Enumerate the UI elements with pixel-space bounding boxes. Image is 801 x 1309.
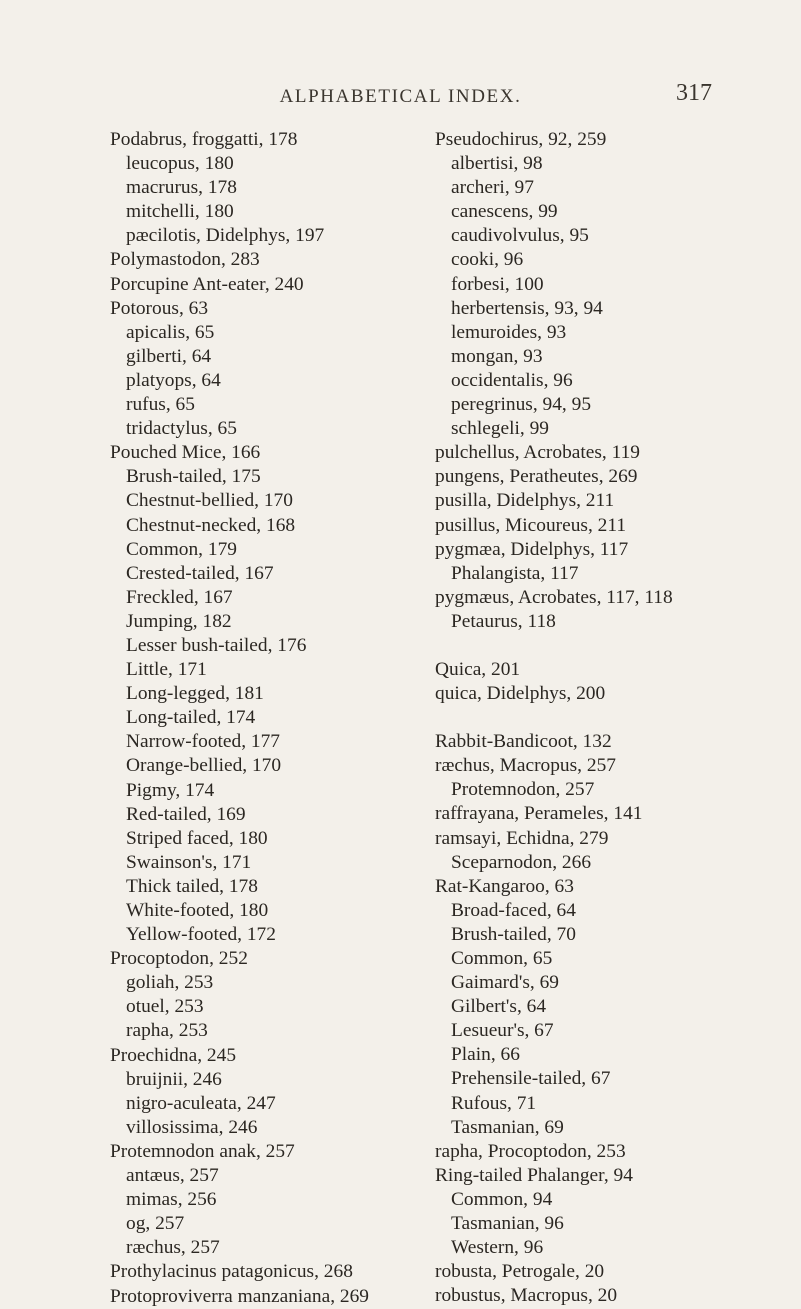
index-subentry: goliah, 253 <box>126 972 214 994</box>
index-entry: Ring-tailed Phalanger, 94 <box>435 1164 633 1186</box>
index-subentry: Lesser bush-tailed, 176 <box>126 634 307 656</box>
index-subentry: forbesi, 100 <box>451 273 544 295</box>
index-subentry: Narrow-footed, 177 <box>126 731 280 753</box>
index-subentry: Pigmy, 174 <box>126 779 215 801</box>
index-entry: robusta, Petrogale, 20 <box>435 1261 605 1283</box>
index-entry: rapha, Procoptodon, 253 <box>435 1140 626 1162</box>
index-subentry: mongan, 93 <box>451 345 543 367</box>
index-entry: Rabbit-Bandicoot, 132 <box>435 731 612 753</box>
index-subentry: lemuroides, 93 <box>451 321 567 343</box>
index-entry: Potorous, 63 <box>110 297 209 319</box>
index-entry: quica, Didelphys, 200 <box>435 683 606 705</box>
index-subentry: ræchus, 257 <box>126 1237 220 1259</box>
index-subentry: villosissima, 246 <box>126 1116 258 1138</box>
index-subentry: rufus, 65 <box>126 394 195 416</box>
index-subentry: rapha, 253 <box>126 1020 208 1042</box>
index-subentry: nigro-aculeata, 247 <box>126 1092 276 1114</box>
index-subentry: gilberti, 64 <box>126 345 212 367</box>
index-subentry: Chestnut-necked, 168 <box>126 514 296 536</box>
index-subentry: Brush-tailed, 70 <box>451 923 576 945</box>
index-entry: Protemnodon anak, 257 <box>110 1140 295 1162</box>
index-subentry: Chestnut-bellied, 170 <box>126 490 293 512</box>
index-subentry: Sceparnodon, 266 <box>451 851 592 873</box>
index-subentry: Tasmanian, 69 <box>451 1116 564 1138</box>
index-subentry: Gaimard's, 69 <box>451 972 559 994</box>
index-subentry: herbertensis, 93, 94 <box>451 297 603 319</box>
index-entry: Pouched Mice, 166 <box>110 442 261 464</box>
index-subentry: Common, 94 <box>451 1188 553 1210</box>
index-subentry: Plain, 66 <box>451 1044 520 1066</box>
index-entry: Podabrus, froggatti, 178 <box>110 129 298 150</box>
index-entry: ramsayi, Echidna, 279 <box>435 827 609 849</box>
page-number: 317 <box>676 80 712 106</box>
index-subentry: archeri, 97 <box>451 177 534 199</box>
index-subentry: mitchelli, 180 <box>126 201 234 223</box>
index-subentry: Little, 171 <box>126 659 207 681</box>
index-entry: Procoptodon, 252 <box>110 948 248 970</box>
index-subentry: Long-tailed, 174 <box>126 707 256 729</box>
index-entry: Protoproviverra manzaniana, 269 <box>110 1285 369 1307</box>
index-subentry: Rufous, 71 <box>451 1092 537 1114</box>
index-subentry: Western, 96 <box>451 1237 544 1259</box>
index-subentry: Thick tailed, 178 <box>126 875 258 897</box>
index-subentry: Striped faced, 180 <box>126 827 268 849</box>
index-subentry: Yellow-footed, 172 <box>126 924 276 946</box>
index-entry: pygmæus, Acrobates, 117, 118 <box>435 586 673 608</box>
index-subentry: albertisi, 98 <box>451 153 543 175</box>
index-entry: pulchellus, Acrobates, 119 <box>435 442 640 464</box>
index-entry: Rat-Kangaroo, 63 <box>435 875 574 897</box>
index-subentry: antæus, 257 <box>126 1165 219 1187</box>
index-subentry: occidentalis, 96 <box>451 369 573 391</box>
index-subentry: apicalis, 65 <box>126 321 215 343</box>
index-subentry: platyops, 64 <box>126 369 221 391</box>
index-entry: pusilla, Didelphys, 211 <box>435 490 615 512</box>
index-subentry: Petaurus, 118 <box>451 610 556 632</box>
index-entry: Polymastodon, 283 <box>110 249 260 271</box>
index-subentry: macrurus, 178 <box>126 177 237 199</box>
index-subentry: pæcilotis, Didelphys, 197 <box>126 225 325 247</box>
index-subentry: Brush-tailed, 175 <box>126 466 261 488</box>
index-subentry: Swainson's, 171 <box>126 851 252 873</box>
index-entry: raffrayana, Perameles, 141 <box>435 803 643 825</box>
index-subentry: mimas, 256 <box>126 1189 217 1211</box>
index-subentry: Prehensile-tailed, 67 <box>451 1068 611 1090</box>
index-subentry: canescens, 99 <box>451 201 558 223</box>
index-subentry: bruijnii, 246 <box>126 1068 222 1090</box>
index-subentry: caudivolvulus, 95 <box>451 225 589 247</box>
index-entry: ræchus, Macropus, 257 <box>435 755 616 777</box>
index-subentry: Protemnodon, 257 <box>451 779 595 801</box>
index-entry: Pseudochirus, 92, 259 <box>435 129 607 150</box>
index-subentry: Common, 179 <box>126 538 237 560</box>
index-subentry: otuel, 253 <box>126 996 204 1018</box>
index-subentry: leucopus, 180 <box>126 153 234 175</box>
index-subentry: schlegeli, 99 <box>451 418 550 440</box>
index-subentry: Broad-faced, 64 <box>451 899 576 921</box>
index-entry: Proechidna, 245 <box>110 1044 237 1066</box>
index-subentry: Phalangista, 117 <box>451 562 579 584</box>
index-entry: pungens, Peratheutes, 269 <box>435 466 638 488</box>
index-subentry: Red-tailed, 169 <box>126 803 246 825</box>
index-subentry: Common, 65 <box>451 948 553 969</box>
index-column-left <box>110 128 369 1309</box>
index-subentry: Long-legged, 181 <box>126 683 264 705</box>
index-subentry: Tasmanian, 96 <box>451 1213 564 1235</box>
index-entry: Prothylacinus patagonicus, 268 <box>110 1261 353 1283</box>
index-subentry: Lesueur's, 67 <box>451 1020 554 1042</box>
index-entry: pygmæa, Didelphys, 117 <box>435 538 629 560</box>
index-entry: robustus, Macropus, 20 <box>435 1285 618 1307</box>
index-entry: Quica, 201 <box>435 658 521 680</box>
index-subentry: og, 257 <box>126 1213 185 1235</box>
index-subentry: Orange-bellied, 170 <box>126 755 282 777</box>
index-subentry: White-footed, 180 <box>126 900 269 921</box>
index-subentry: tridactylus, 65 <box>126 418 237 440</box>
index-entry: pusillus, Micoureus, 211 <box>435 514 627 536</box>
index-subentry: peregrinus, 94, 95 <box>451 394 592 416</box>
running-header: ALPHABETICAL INDEX. <box>279 86 522 107</box>
index-subentry: Freckled, 167 <box>126 586 233 608</box>
index-subentry: Gilbert's, 64 <box>451 996 547 1018</box>
index-entry: Porcupine Ant-eater, 240 <box>110 273 304 295</box>
index-column-right <box>435 128 673 1308</box>
index-subentry: Jumping, 182 <box>126 610 232 632</box>
index-subentry: cooki, 96 <box>451 249 524 271</box>
index-subentry: Crested-tailed, 167 <box>126 562 274 584</box>
